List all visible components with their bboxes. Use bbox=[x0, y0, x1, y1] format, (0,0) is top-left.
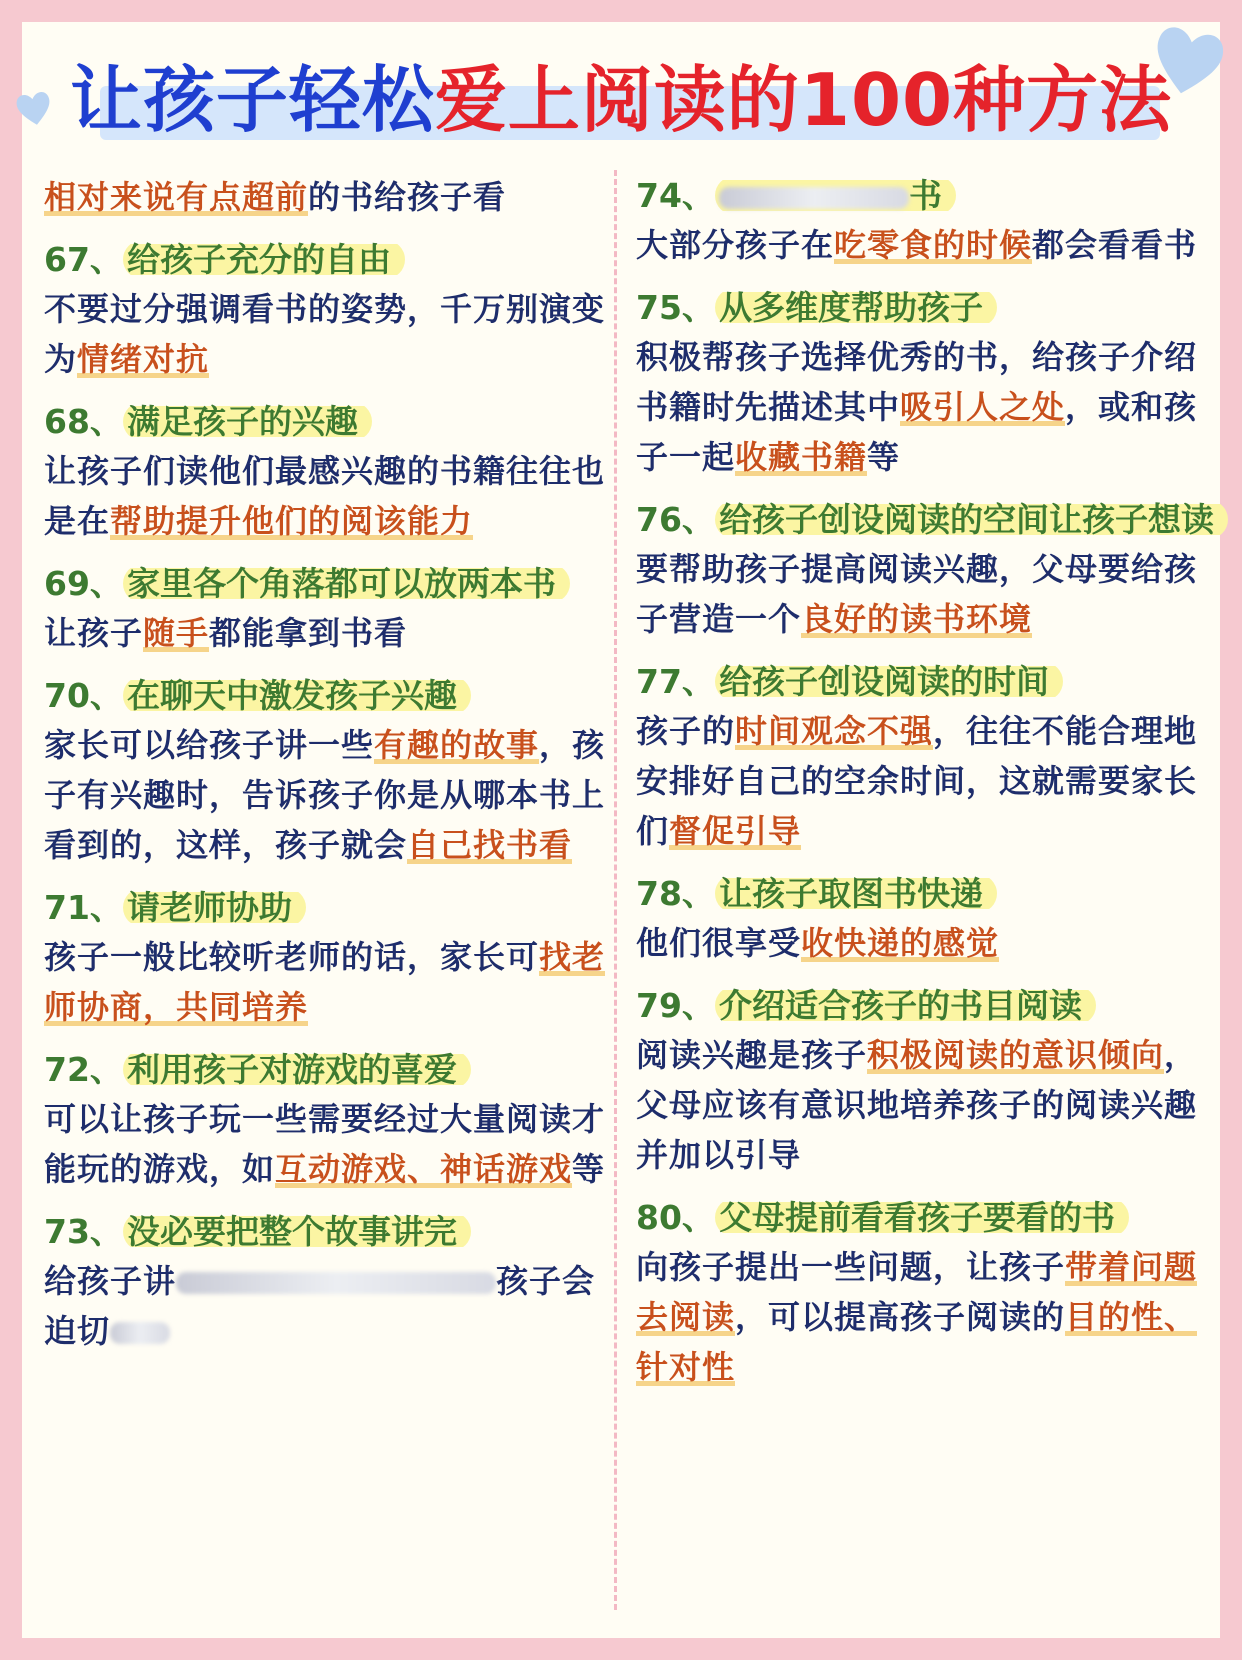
highlighted-phrase: 找老师协商，共同培养 bbox=[44, 938, 606, 1026]
tip-heading bbox=[44, 560, 610, 608]
text-segment: 要帮助孩子提高阅读兴趣，父母要给孩子营造一个 bbox=[636, 550, 1198, 638]
tip-title-text: 请老师协助 bbox=[126, 888, 292, 927]
tip-description bbox=[636, 220, 1202, 270]
text-segment: ，可以提高孩子阅读的 bbox=[735, 1298, 1066, 1336]
highlighted-phrase: 时间观念不强 bbox=[735, 712, 934, 750]
tip-title-text: 给孩子充分的自由 bbox=[126, 240, 391, 279]
highlighted-phrase: 帮助提升他们的阅该能力 bbox=[110, 502, 474, 540]
tip-item bbox=[44, 672, 610, 870]
tip-item bbox=[636, 284, 1202, 482]
tip-heading bbox=[636, 172, 1202, 220]
tip-description bbox=[44, 284, 610, 384]
highlighted-phrase: 积极阅读的意识倾向 bbox=[867, 1036, 1165, 1074]
text-segment: 向孩子提出一些问题，让孩子 bbox=[636, 1248, 1066, 1286]
tip-number: 73、 bbox=[44, 1212, 123, 1251]
tip-title bbox=[715, 1198, 1129, 1237]
tip-item bbox=[636, 1194, 1202, 1392]
text-segment: 他们很享受 bbox=[636, 924, 802, 962]
tip-description bbox=[636, 918, 1202, 968]
tip-number: 72、 bbox=[44, 1050, 123, 1089]
tip-heading bbox=[636, 658, 1202, 706]
tip-title bbox=[715, 176, 956, 215]
tip-description bbox=[44, 1256, 610, 1356]
tip-number: 68、 bbox=[44, 402, 123, 441]
tip-description bbox=[44, 932, 610, 1032]
text-segment: 等 bbox=[572, 1150, 606, 1188]
column-divider bbox=[614, 170, 617, 1610]
text-segment: ，孩子有兴趣时，告诉孩子你是从哪本书上看到的，这样，孩子就会 bbox=[44, 726, 606, 864]
tip-title-text: 父母提前看看孩子要看的书 bbox=[718, 1198, 1115, 1237]
title-part-1: 让孩子轻松 bbox=[69, 58, 435, 142]
tip-title bbox=[123, 888, 306, 927]
tip-description bbox=[636, 1030, 1202, 1180]
blurred-text bbox=[719, 187, 909, 209]
text-segment: 让孩子们读他们最感兴趣的书籍往往也是在 bbox=[44, 452, 606, 540]
highlighted-phrase: 随手 bbox=[143, 614, 210, 652]
tip-title-text: 家里各个角落都可以放两本书 bbox=[126, 564, 556, 603]
tip-title-text: 没必要把整个故事讲完 bbox=[126, 1212, 457, 1251]
tip-heading bbox=[44, 884, 610, 932]
text-segment: 都能拿到书看 bbox=[209, 614, 408, 652]
tip-title bbox=[715, 874, 997, 913]
tip-item bbox=[44, 398, 610, 546]
tip-description bbox=[44, 720, 610, 870]
highlighted-phrase: 互动游戏、神话游戏 bbox=[275, 1150, 573, 1188]
tip-title bbox=[715, 500, 1228, 539]
tip-title-text: 给孩子创设阅读的空间让孩子想读 bbox=[718, 500, 1214, 539]
tip-heading bbox=[636, 870, 1202, 918]
highlighted-phrase: 相对来说有点超前 bbox=[44, 178, 309, 216]
tip-title bbox=[715, 288, 997, 327]
tip-description bbox=[44, 446, 610, 546]
tip-number: 67、 bbox=[44, 240, 123, 279]
tip-item bbox=[636, 982, 1202, 1180]
blurred-text bbox=[176, 1272, 496, 1294]
page-title bbox=[0, 52, 1242, 148]
tip-number: 71、 bbox=[44, 888, 123, 927]
tip-heading bbox=[636, 982, 1202, 1030]
tip-heading bbox=[44, 672, 610, 720]
text-segment: 不要过分强调看书的姿势，千万别演变为 bbox=[44, 290, 606, 378]
left-column bbox=[44, 172, 610, 1370]
text-segment: ，父母应该有意识地培养孩子的阅读兴趣并加以引导 bbox=[636, 1036, 1198, 1174]
tip-title bbox=[715, 662, 1063, 701]
tip-item bbox=[44, 236, 610, 384]
highlighted-phrase: 吸引人之处 bbox=[900, 388, 1066, 426]
tip-title-text: 从多维度帮助孩子 bbox=[718, 288, 983, 327]
tip-item bbox=[44, 172, 610, 222]
tip-number: 78、 bbox=[636, 874, 715, 913]
text-segment: 孩子的 bbox=[636, 712, 736, 750]
tip-title bbox=[123, 402, 372, 441]
text-segment: 可以让孩子玩一些需要经过大量阅读才能玩的游戏，如 bbox=[44, 1100, 606, 1188]
text-segment: 孩子一般比较听老师的话，家长可 bbox=[44, 938, 540, 976]
highlighted-phrase: 收藏书籍 bbox=[735, 438, 868, 476]
tip-heading bbox=[44, 1046, 610, 1094]
text-segment: ，或和孩子一起 bbox=[636, 388, 1198, 476]
tip-item bbox=[44, 1208, 610, 1356]
tip-title-text: 给孩子创设阅读的时间 bbox=[718, 662, 1049, 701]
tip-description bbox=[44, 172, 610, 222]
tip-number: 69、 bbox=[44, 564, 123, 603]
tip-number: 80、 bbox=[636, 1198, 715, 1237]
highlighted-phrase: 收快递的感觉 bbox=[801, 924, 1000, 962]
title-part-2: 爱上阅读的100种方法 bbox=[434, 58, 1173, 142]
tip-title-text: 书 bbox=[908, 176, 942, 215]
blurred-text bbox=[110, 1322, 170, 1344]
highlighted-phrase: 有趣的故事 bbox=[374, 726, 540, 764]
text-segment: 给孩子讲 bbox=[44, 1262, 177, 1300]
text-segment: 大部分孩子在 bbox=[636, 226, 835, 264]
tip-number: 75、 bbox=[636, 288, 715, 327]
text-segment: 家长可以给孩子讲一些 bbox=[44, 726, 375, 764]
tip-heading bbox=[636, 284, 1202, 332]
tip-description bbox=[636, 1242, 1202, 1392]
highlighted-phrase: 督促引导 bbox=[669, 812, 802, 850]
highlighted-phrase: 自己找书看 bbox=[407, 826, 573, 864]
tip-number: 79、 bbox=[636, 986, 715, 1025]
tip-title bbox=[123, 1050, 471, 1089]
tip-title-text: 介绍适合孩子的书目阅读 bbox=[718, 986, 1082, 1025]
tip-number: 74、 bbox=[636, 176, 715, 215]
text-segment: 等 bbox=[867, 438, 901, 476]
tip-title bbox=[123, 564, 570, 603]
tip-title bbox=[715, 986, 1096, 1025]
text-segment: 积极帮孩子选择优秀的书，给孩子介绍书籍时先描述其中 bbox=[636, 338, 1198, 426]
tip-title bbox=[123, 676, 471, 715]
tip-item bbox=[636, 658, 1202, 856]
tip-heading bbox=[636, 496, 1214, 544]
text-segment: 让孩子 bbox=[44, 614, 144, 652]
tip-title-text: 在聊天中激发孩子兴趣 bbox=[126, 676, 457, 715]
highlighted-phrase: 良好的读书环境 bbox=[801, 600, 1033, 638]
highlighted-phrase: 吃零食的时候 bbox=[834, 226, 1033, 264]
highlighted-phrase: 带着问题去阅读 bbox=[636, 1248, 1198, 1336]
tip-item bbox=[636, 496, 1214, 644]
text-segment: 阅读兴趣是孩子 bbox=[636, 1036, 868, 1074]
highlighted-phrase: 目的性、针对性 bbox=[636, 1298, 1198, 1386]
text-segment: 孩子会迫切 bbox=[44, 1262, 596, 1350]
tip-item bbox=[44, 1046, 610, 1194]
tip-description bbox=[636, 544, 1202, 644]
tip-description bbox=[636, 332, 1202, 482]
tip-heading bbox=[44, 398, 610, 446]
tip-number: 76、 bbox=[636, 500, 715, 539]
highlighted-phrase: 情绪对抗 bbox=[77, 340, 210, 378]
right-column bbox=[636, 172, 1214, 1406]
tip-description bbox=[636, 706, 1202, 856]
text-segment: ，往往不能合理地安排好自己的空余时间，这就需要家长们 bbox=[636, 712, 1198, 850]
text-segment: 的书给孩子看 bbox=[308, 178, 507, 216]
tip-title-text: 利用孩子对游戏的喜爱 bbox=[126, 1050, 457, 1089]
tip-title-text: 满足孩子的兴趣 bbox=[126, 402, 358, 441]
tip-item bbox=[44, 884, 610, 1032]
tip-description bbox=[44, 608, 610, 658]
text-segment: 都会看看书 bbox=[1032, 226, 1198, 264]
tip-item bbox=[636, 172, 1202, 270]
tip-title bbox=[123, 1212, 471, 1251]
tip-item bbox=[44, 560, 610, 658]
tip-heading bbox=[636, 1194, 1202, 1242]
tip-title bbox=[123, 240, 405, 279]
tip-description bbox=[44, 1094, 610, 1194]
tip-number: 77、 bbox=[636, 662, 715, 701]
tip-number: 70、 bbox=[44, 676, 123, 715]
tip-heading bbox=[44, 236, 610, 284]
tip-title-text: 让孩子取图书快递 bbox=[718, 874, 983, 913]
tip-item bbox=[636, 870, 1202, 968]
tip-heading bbox=[44, 1208, 610, 1256]
